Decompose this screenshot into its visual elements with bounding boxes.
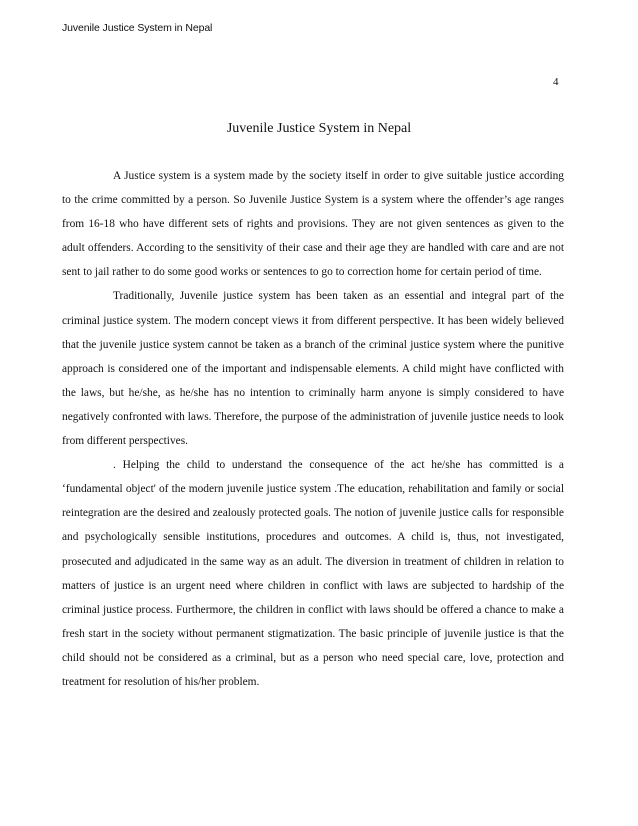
page-number: 4 <box>553 76 559 88</box>
body-text <box>62 164 564 694</box>
document-title: Juvenile Justice System in Nepal <box>226 121 412 136</box>
running-header: Juvenile Justice System in Nepal <box>62 22 213 34</box>
paragraph-2: Traditionally, Juvenile justice system has been taken as an essential and integral part of the criminal justice system. The modern concept views it from different perspective. It has been widely believed that the juvenile justice system cannot be taken as a branch of the criminal justice system where the punitive approach is considered one of the important and indispensable elements. A child might have conflicted with the laws, but he/she, as he/she has no intention to criminally harm anyone is simply considered to have negatively confronted with laws. Therefore, the purpose of the administration of juvenile justice needs to look from different perspectives. <box>62 290 564 448</box>
paragraph-3: . Helping the child to understand the consequence of the act he/she has committed is a ‘fundamental object' of the modern juvenile justice system .The education, rehabilitation and family or social reintegration are the desired and zealously protected goals. The notion of juvenile justice calls for responsible and psychologically sensible institutions, procedures and outcomes. A child is, thus, not investigated, prosecuted and adjudicated in the same way as an adult. The diversion in treatment of children in relation to matters of justice is an urgent need where children in conflict with laws are subjected to hardship of the criminal justice process. Furthermore, the children in conflict with laws should be offered a chance to make a fresh start in the society without permanent stigmatization. The basic principle of juvenile justice is that the child should not be considered as a criminal, but as a person who need special care, love, protection and treatment for resolution of his/her problem. <box>62 459 564 688</box>
paragraph-1: A Justice system is a system made by the society itself in order to give suitable justice according to the crime committed by a person. So Juvenile Justice System is a system where the offender’s age ranges from 16-18 who have different sets of rights and provisions. They are not given sentences as given to the adult offenders. According to the sensitivity of their case and their age they are handled with care and are not sent to jail rather to do some good works or sentences to go to correction home for certain period of time. <box>62 170 564 279</box>
